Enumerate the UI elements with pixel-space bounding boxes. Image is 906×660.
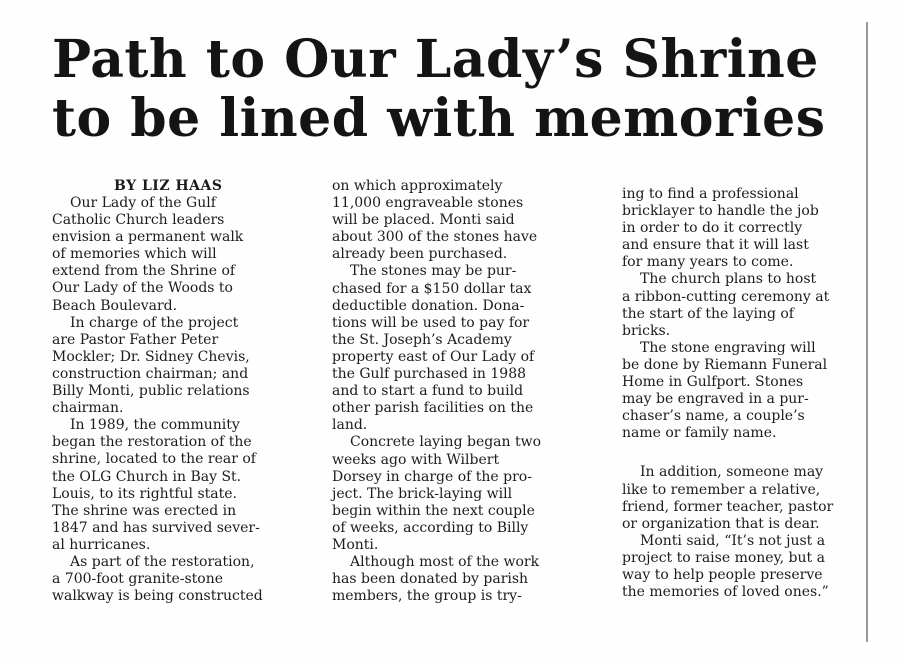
- text-line: 11,000 engraveable stones: [332, 195, 524, 212]
- article-column-1: [52, 178, 302, 605]
- article-column-3: [622, 186, 867, 601]
- text-line: Our Lady of the Woods to: [52, 280, 233, 297]
- text-line: in order to do it correctly: [622, 220, 803, 237]
- text-line: shrine, located to the rear of: [52, 451, 256, 468]
- text-line: extend from the Shrine of: [52, 263, 236, 280]
- text-line: ing to find a professional: [622, 186, 799, 202]
- article-paragraph: [52, 195, 302, 315]
- article-paragraph: [622, 271, 867, 339]
- article-paragraph: [52, 417, 302, 554]
- article-paragraph: [332, 554, 587, 605]
- text-line: Louis, to its rightful state.: [52, 485, 237, 502]
- text-line: may be engraved in a pur-: [622, 391, 809, 408]
- article-paragraph: [622, 533, 867, 601]
- text-line: for many years to come.: [622, 254, 794, 271]
- text-line: are Pastor Father Peter: [52, 331, 219, 348]
- text-line: began the restoration of the: [52, 434, 252, 451]
- text-line: As part of the restoration,: [70, 553, 255, 570]
- column-3-body: [622, 186, 867, 601]
- text-line: members, the group is try-: [332, 588, 522, 605]
- headline-line-2: to be lined with memories: [52, 88, 826, 148]
- column-1-body: [52, 195, 302, 605]
- text-line: Our Lady of the Gulf: [70, 195, 216, 211]
- text-line: ject. The brick-laying will: [332, 485, 513, 502]
- headline-line-1: Path to Our Lady’s Shrine: [52, 30, 819, 90]
- text-line: Although most of the work: [350, 554, 540, 571]
- text-line: In charge of the project: [70, 314, 239, 331]
- text-line: weeks ago with Wilbert: [332, 451, 500, 468]
- text-line: about 300 of the stones have: [332, 229, 538, 246]
- text-line: construction chairman; and: [52, 365, 249, 382]
- text-line: tions will be used to pay for: [332, 314, 530, 331]
- text-line: al hurricanes.: [52, 536, 151, 553]
- article-paragraph: [622, 340, 867, 443]
- text-line: deductible donation. Dona-: [332, 297, 525, 314]
- text-line: has been donated by parish: [332, 571, 529, 588]
- text-line: Concrete laying began two: [350, 434, 542, 451]
- text-line: Billy Monti, public relations: [52, 383, 250, 400]
- text-line: Mockler; Dr. Sidney Chevis,: [52, 348, 250, 365]
- text-line: on which approximately: [332, 178, 503, 194]
- text-line: land.: [332, 417, 368, 434]
- text-line: begin within the next couple: [332, 502, 535, 519]
- text-line: like to remember a relative,: [622, 481, 821, 498]
- text-line: chairman.: [52, 400, 124, 417]
- text-line: property east of Our Lady of: [332, 348, 535, 365]
- article-paragraph: [332, 263, 587, 434]
- article-paragraph: [332, 434, 587, 554]
- text-line: walkway is being constructed: [52, 588, 263, 605]
- text-line: of weeks, according to Billy: [332, 519, 529, 536]
- text-line: and ensure that it will last: [622, 237, 809, 254]
- column-2-body: [332, 178, 587, 605]
- text-line: The stones may be pur-: [350, 263, 517, 280]
- text-line: In 1989, the community: [70, 417, 240, 434]
- text-line: project to raise money, but a: [622, 549, 825, 566]
- article-paragraph: [52, 554, 302, 605]
- text-line: The stone engraving will: [640, 339, 816, 356]
- text-line: the start of the laying of: [622, 305, 794, 322]
- text-line: The shrine was erected in: [52, 502, 237, 519]
- article-paragraph: [622, 186, 867, 271]
- text-line: a ribbon-cutting ceremony at: [622, 288, 830, 305]
- text-line: the OLG Church in Bay St.: [52, 468, 242, 485]
- text-line: already been purchased.: [332, 246, 508, 263]
- text-line: name or family name.: [622, 425, 777, 442]
- text-line: and to start a fund to build: [332, 383, 524, 400]
- text-line: be done by Riemann Funeral: [622, 356, 828, 373]
- text-line: bricklayer to handle the job: [622, 203, 819, 220]
- text-line: chaser’s name, a couple’s: [622, 408, 805, 425]
- article-paragraph: [622, 464, 867, 532]
- text-line: Monti said, “It’s not just a: [640, 532, 826, 549]
- paragraph-gap: [622, 442, 867, 464]
- text-line: way to help people preserve: [622, 566, 823, 583]
- text-line: In addition, someone may: [640, 464, 824, 481]
- text-line: 1847 and has survived sever-: [52, 519, 260, 536]
- article-paragraph: [52, 315, 302, 418]
- text-line: the Gulf purchased in 1988: [332, 366, 527, 383]
- text-line: envision a permanent walk: [52, 229, 244, 246]
- text-line: friend, former teacher, pastor: [622, 498, 834, 515]
- headline: [52, 30, 864, 148]
- text-line: or organization that is dear.: [622, 515, 820, 532]
- text-line: will be placed. Monti said: [332, 212, 515, 229]
- text-line: Beach Boulevard.: [52, 297, 178, 314]
- text-line: Catholic Church leaders: [52, 212, 225, 229]
- byline: BY LIZ HAAS: [114, 178, 223, 194]
- text-line: of memories which will: [52, 246, 217, 263]
- text-line: the St. Joseph’s Academy: [332, 331, 512, 348]
- text-line: Home in Gulfport. Stones: [622, 374, 804, 391]
- article-paragraph: [332, 178, 587, 263]
- text-line: The church plans to host: [640, 271, 817, 288]
- text-line: chased for a $150 dollar tax: [332, 280, 532, 297]
- text-line: the memories of loved ones.”: [622, 584, 829, 601]
- text-line: bricks.: [622, 322, 671, 339]
- text-line: a 700-foot granite-stone: [52, 571, 224, 588]
- article-column-2: [332, 178, 587, 605]
- text-line: other parish facilities on the: [332, 400, 534, 417]
- text-line: Dorsey in charge of the pro-: [332, 468, 532, 485]
- text-line: Monti.: [332, 536, 379, 553]
